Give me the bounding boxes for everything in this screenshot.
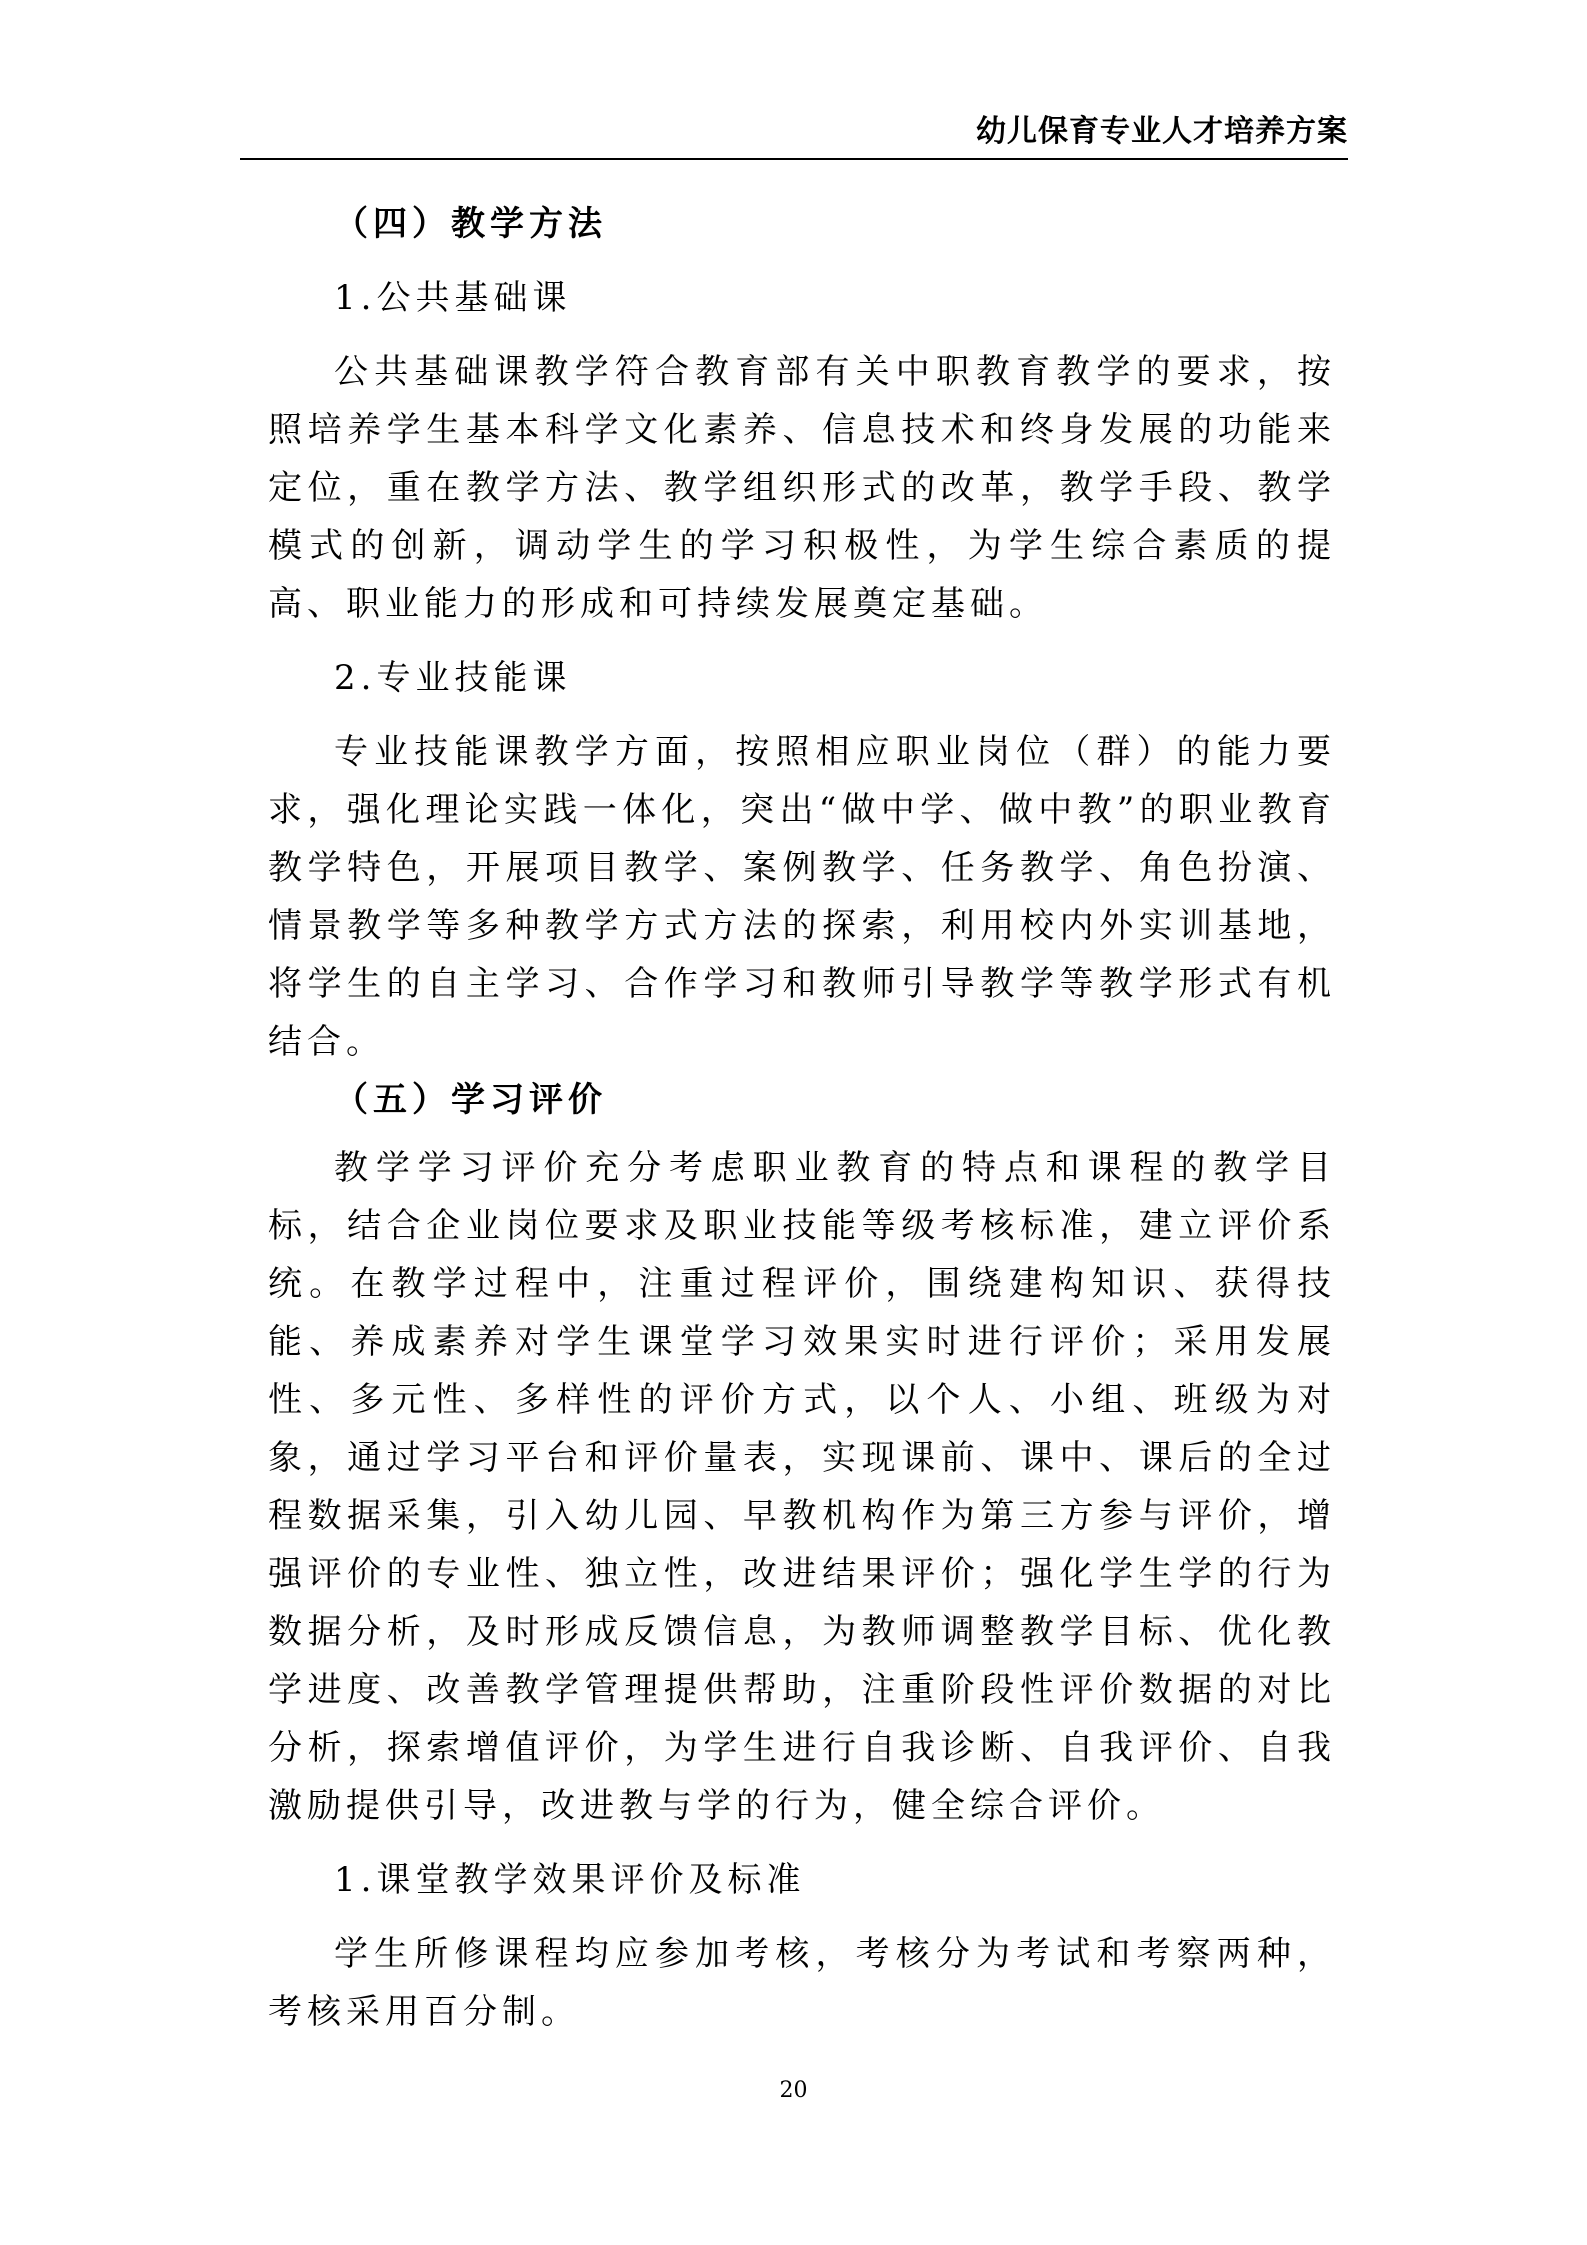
page-number: 20 <box>779 2078 808 2103</box>
section-heading-teaching-methods: （四）教学方法 <box>334 204 607 244</box>
section-heading-learning-evaluation: （五）学习评价 <box>334 1080 607 1120</box>
paragraph-professional-skill-courses: 专业技能课教学方面，按照相应职业岗位（群）的能力要求，强化理论实践一体化，突出“做中学、做中教”的职业教育教学特色，开展项目教学、案例教学、任务教学、角色扮演、情景教学等多种教学方式方法的探索，利用校内外实训基地，将学生的自主学习、合作学习和教师引导教学等教学形式有机结合。 <box>268 732 1336 1062</box>
header-divider <box>240 158 1348 160</box>
subsection-classroom-evaluation-standards: 1.课堂教学效果评价及标准 <box>334 1860 806 1900</box>
paragraph-public-basic-courses: 公共基础课教学符合教育部有关中职教育教学的要求，按照培养学生基本科学文化素养、信息技术和终身发展的功能来定位，重在教学方法、教学组织形式的改革，教学手段、教学模式的创新，调动学生的学习积极性，为学生综合素质的提高、职业能力的形成和可持续发展奠定基础。 <box>268 352 1336 624</box>
running-header-title: 幼儿保育专业人才培养方案 <box>976 114 1348 149</box>
subsection-public-basic-courses: 1.公共基础课 <box>334 278 572 318</box>
subsection-professional-skill-courses: 2.专业技能课 <box>334 658 572 698</box>
paragraph-classroom-evaluation-standards: 学生所修课程均应参加考核，考核分为考试和考察两种，考核采用百分制。 <box>268 1934 1336 2032</box>
page-body <box>268 195 1336 2041</box>
paragraph-learning-evaluation: 教学学习评价充分考虑职业教育的特点和课程的教学目标，结合企业岗位要求及职业技能等级考核标准，建立评价系统。在教学过程中，注重过程评价，围绕建构知识、获得技能、养成素养对学生课堂学习效果实时进行评价；采用发展性、多元性、多样性的评价方式，以个人、小组、班级为对象，通过学习平台和评价量表，实现课前、课中、课后的全过程数据采集，引入幼儿园、早教机构作为第三方参与评价，增强评价的专业性、独立性，改进结果评价；强化学生学的行为数据分析，及时形成反馈信息，为教师调整教学目标、优化教学进度、改善教学管理提供帮助，注重阶段性评价数据的对比分析，探索增值评价，为学生进行自我诊断、自我评价、自我激励提供引导，改进教与学的行为，健全综合评价。 <box>268 1148 1336 1826</box>
